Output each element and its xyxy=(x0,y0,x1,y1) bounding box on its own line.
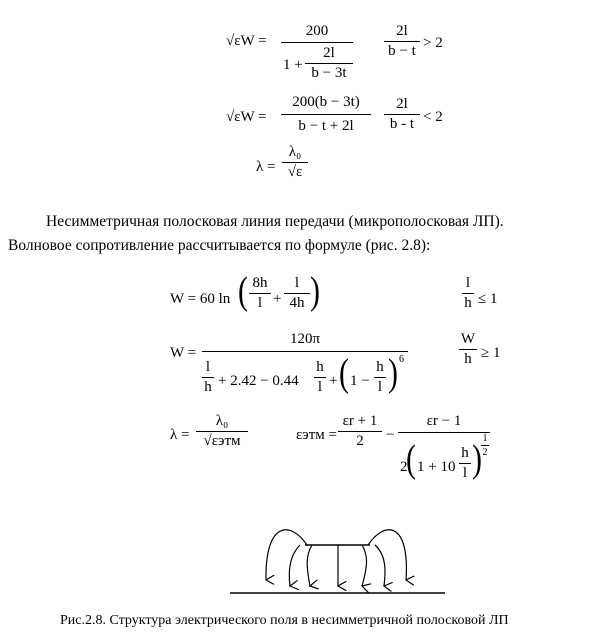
eq2-numerator: 200(b − 3t) xyxy=(292,94,360,110)
eq1-fraction-bar xyxy=(281,42,353,43)
eq3-fraction xyxy=(282,145,308,180)
eq5-middle-terms: + 2.42 − 0.44 xyxy=(218,373,299,389)
cond2-fraction xyxy=(384,97,420,132)
eq3-bar xyxy=(282,162,308,163)
eq7-den-inner: 1 + 10 xyxy=(417,459,456,475)
eq5-d3-denominator: l xyxy=(377,379,383,395)
eq7-f1-denominator: 2 xyxy=(356,433,364,449)
eq5-d2-denominator: l xyxy=(317,379,323,395)
eq1-numerator: 200 xyxy=(305,23,329,39)
figure-caption: Рис.2.8. Структура электрического поля в несимметричной полосковой ЛП xyxy=(60,613,509,628)
eq7-den-frac-numerator: h xyxy=(461,445,469,461)
paragraph-line-1: Несимметричная полосковая линия передачи (микрополосковая ЛП). xyxy=(46,213,504,230)
eq5-d2-numerator: h xyxy=(316,359,324,375)
eq5-denom-fraction-2 xyxy=(314,360,326,395)
eq4-lhs: W = 60 ln xyxy=(170,291,231,307)
eq4-left-paren: ( xyxy=(238,269,248,313)
eq5-bar xyxy=(202,351,408,352)
cond2-bar xyxy=(384,114,420,115)
eq7-den-prefix: 2 xyxy=(400,459,408,475)
eq5-d1-bar xyxy=(202,377,214,378)
cond4-fraction xyxy=(462,276,474,311)
field-line-left-outer xyxy=(266,530,307,580)
eq7-fraction-1 xyxy=(338,414,382,449)
eq6-fraction xyxy=(196,414,248,449)
eq7-lhs: εэтм = xyxy=(296,427,337,443)
eq1-inner-bar xyxy=(305,63,353,64)
eq5-one-minus: 1 − xyxy=(350,373,370,389)
eq7-den-frac-denominator: l xyxy=(462,465,468,481)
cond5-numerator: W xyxy=(460,331,476,347)
eq4-fraction-2 xyxy=(284,276,310,311)
eq3-numerator: λ₀ xyxy=(288,144,302,160)
eq7-fraction-2 xyxy=(398,414,490,433)
cond2-numerator: 2l xyxy=(396,96,408,112)
cond2-relation: < 2 xyxy=(423,109,443,125)
eq7-exponent-fraction xyxy=(481,433,489,458)
eq4-f1-bar xyxy=(249,293,271,294)
eq4-f1-numerator: 8h xyxy=(252,275,268,291)
eq4-f1-denominator: l xyxy=(257,295,263,311)
cond2-denominator: b - t xyxy=(389,116,415,132)
eq1-inner-denominator: b − 3t xyxy=(311,65,347,81)
eq5-denom-fraction-1 xyxy=(202,360,214,395)
eq3-denominator: √ε xyxy=(287,164,303,180)
cond1-relation: > 2 xyxy=(423,35,443,51)
eq7-f2-bar xyxy=(398,432,490,433)
eq1-inner-fraction xyxy=(305,46,353,81)
eq5-d2-bar xyxy=(314,377,326,378)
eq6-denominator: √εэтм xyxy=(203,433,241,449)
eq5-exponent: 6 xyxy=(399,354,404,365)
eq7-den-frac-bar xyxy=(459,463,471,464)
cond4-bar xyxy=(462,293,474,294)
eq4-plus: + xyxy=(273,291,282,307)
eq4-f2-denominator: 4h xyxy=(289,295,305,311)
eq5-denom-fraction-3 xyxy=(374,360,386,395)
eq5-lhs: W = xyxy=(170,345,197,361)
eq7-exp-denominator: 2 xyxy=(482,447,488,458)
eq5-left-paren: ( xyxy=(339,351,349,395)
eq6-bar xyxy=(196,431,248,432)
eq5-fraction xyxy=(202,332,408,352)
eq3-lhs: λ = xyxy=(256,159,276,175)
field-line-right-inner xyxy=(362,545,367,586)
eq2-denominator: b − t + 2l xyxy=(298,118,354,134)
eq7-exp-numerator: 1 xyxy=(482,433,488,444)
eq2-lhs: √εW = xyxy=(226,109,267,125)
cond1-numerator: 2l xyxy=(396,23,408,39)
cond4-relation: ≤ 1 xyxy=(478,291,498,307)
field-structure-figure xyxy=(0,500,600,610)
cond4-denominator: h xyxy=(464,295,472,311)
eq2-bar xyxy=(281,114,371,115)
eq7-right-paren: ) xyxy=(472,437,482,481)
eq7-minus: − xyxy=(386,427,395,443)
eq5-d3-numerator: h xyxy=(376,359,384,375)
cond4-numerator: l xyxy=(465,275,471,291)
eq1-inner-numerator: 2l xyxy=(323,45,335,61)
eq7-exp-bar xyxy=(481,445,489,446)
paragraph-line-2: Волновое сопротивление рассчитывается по формуле (рис. 2.8): xyxy=(8,237,431,254)
field-line-right-mid xyxy=(375,545,385,586)
eq6-lhs: λ = xyxy=(170,427,190,443)
eq5-d1-denominator: h xyxy=(204,379,212,395)
eq5-plus: + xyxy=(329,373,338,389)
cond1-fraction xyxy=(384,24,420,59)
eq5-d1-numerator: l xyxy=(205,359,211,375)
eq5-right-paren: ) xyxy=(388,351,398,395)
eq7-f1-bar xyxy=(338,431,382,432)
cond5-bar xyxy=(459,349,477,350)
cond1-denominator: b − t xyxy=(388,43,416,59)
eq7-f2-numerator: εr − 1 xyxy=(426,413,462,429)
eq4-right-paren: ) xyxy=(310,269,320,313)
eq5-d3-bar xyxy=(374,377,386,378)
eq7-den-fraction xyxy=(459,446,471,481)
cond5-relation: ≥ 1 xyxy=(481,345,501,361)
field-line-right-outer xyxy=(368,530,406,580)
cond5-denominator: h xyxy=(464,351,472,367)
eq1-den-prefix: 1 + xyxy=(283,57,303,73)
eq1-lhs: √εW = xyxy=(226,33,267,49)
eq1-fraction xyxy=(281,24,353,43)
eq2-fraction xyxy=(281,95,371,134)
eq6-numerator: λ₀ xyxy=(215,413,229,429)
cond1-bar xyxy=(384,41,420,42)
eq4-f2-bar xyxy=(284,293,310,294)
eq4-f2-numerator: l xyxy=(294,275,300,291)
eq5-numerator: 120π xyxy=(289,331,321,347)
field-line-left-inner xyxy=(307,545,312,586)
eq4-fraction-1 xyxy=(249,276,271,311)
eq7-f1-numerator: εr + 1 xyxy=(342,413,378,429)
field-line-left-mid xyxy=(289,545,300,586)
eq7-left-paren: ( xyxy=(406,437,416,481)
cond5-fraction xyxy=(459,332,477,367)
